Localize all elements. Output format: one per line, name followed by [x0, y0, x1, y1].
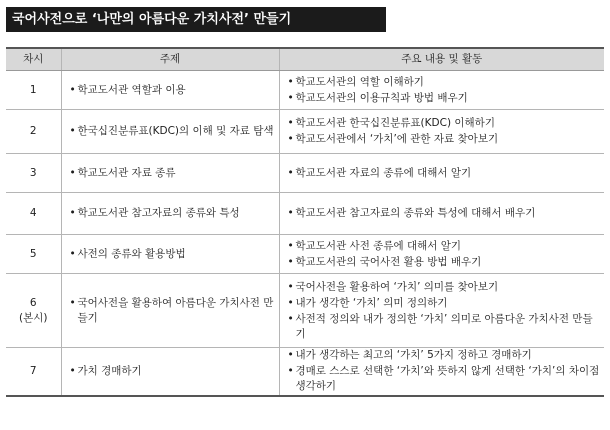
topic-text: 학교도서관 참고자료의 종류와 특성	[77, 207, 240, 219]
session-cell	[6, 235, 61, 274]
session-cell	[6, 348, 61, 396]
header-session: 차시	[6, 48, 61, 71]
table-row	[6, 71, 604, 110]
bullet-icon: •	[287, 166, 294, 179]
activity-text: 학교도서관 참고자료의 종류와 특성에 대해서 배우기	[295, 207, 536, 219]
bullet-item	[70, 296, 275, 326]
session-number: 5	[29, 247, 37, 260]
bullet-item	[70, 364, 275, 379]
bullet-item	[288, 166, 601, 181]
bullet-icon: •	[287, 75, 294, 88]
activity-text: 사전적 정의와 내가 정의한 ‘가치’ 의미로 아름다운 가치사전 만들기	[295, 312, 593, 340]
session-cell	[6, 274, 61, 348]
topic-text: 한국십진분류표(KDC)의 이해 및 자료 탐색	[77, 125, 274, 137]
bullet-item	[288, 206, 601, 221]
topic-text: 가치 경매하기	[77, 364, 142, 377]
bullet-item	[288, 132, 601, 147]
topic-text: 사전의 종류와 활용방법	[77, 247, 186, 260]
activity-text: 학교도서관 한국십진분류표(KDC) 이해하기	[295, 117, 495, 129]
topic-cell	[61, 274, 279, 348]
bullet-item	[288, 296, 601, 311]
session-cell	[6, 154, 61, 193]
activities-cell	[279, 71, 604, 110]
session-number: 7	[29, 364, 37, 377]
topic-cell	[61, 154, 279, 193]
activity-text: 학교도서관의 이용규칙과 방법 배우기	[295, 91, 468, 104]
session-number: 6	[29, 296, 37, 309]
bullet-item	[288, 75, 601, 90]
activity-text: 학교도서관의 국어사전 활용 방법 배우기	[295, 255, 482, 268]
bullet-item	[288, 239, 601, 254]
bullet-icon: •	[69, 296, 76, 309]
bullet-item	[288, 364, 601, 394]
session-number: 1	[29, 83, 37, 96]
activity-text: 경매로 스스로 선택한 ‘가치’와 뜻하지 않게 선택한 ‘가치’의 차이점 생각하기	[295, 365, 600, 393]
bullet-icon: •	[287, 280, 294, 293]
bullet-icon: •	[287, 365, 294, 378]
topic-cell	[61, 193, 279, 235]
table-row	[6, 235, 604, 274]
bullet-icon: •	[69, 125, 76, 137]
session-cell	[6, 71, 61, 110]
topic-cell	[61, 110, 279, 154]
activities-cell	[279, 274, 604, 348]
bullet-icon: •	[69, 166, 76, 179]
table-row	[6, 154, 604, 193]
topic-cell	[61, 235, 279, 274]
bullet-icon: •	[287, 349, 294, 362]
bullet-item	[288, 116, 601, 131]
topic-cell	[61, 348, 279, 396]
table-row	[6, 193, 604, 235]
topic-text: 학교도서관 자료 종류	[77, 166, 176, 179]
topic-cell	[61, 71, 279, 110]
bullet-item	[288, 312, 601, 342]
activities-cell	[279, 110, 604, 154]
topic-text: 국어사전을 활용하여 아름다운 가치사전 만들기	[77, 296, 274, 324]
bullet-icon: •	[287, 91, 294, 104]
table-header-row	[6, 48, 604, 71]
bullet-item	[70, 166, 275, 181]
bullet-icon: •	[69, 83, 76, 96]
activity-text: 학교도서관 사전 종류에 대해서 알기	[295, 239, 461, 252]
bullet-icon: •	[287, 255, 294, 268]
bullet-icon: •	[287, 312, 294, 325]
activity-text: 학교도서관에서 ‘가치’에 관한 자료 찾아보기	[295, 133, 499, 145]
bullet-icon: •	[287, 133, 294, 145]
bullet-icon: •	[287, 117, 294, 129]
bullet-item	[288, 280, 601, 295]
bullet-icon: •	[287, 207, 294, 219]
lesson-plan-table	[6, 47, 604, 397]
table-row	[6, 274, 604, 348]
topic-text: 학교도서관 역할과 이용	[77, 83, 186, 96]
bullet-icon: •	[287, 239, 294, 252]
activities-cell	[279, 193, 604, 235]
bullet-icon: •	[69, 207, 76, 219]
bullet-icon: •	[69, 247, 76, 260]
session-cell	[6, 110, 61, 154]
table-row	[6, 110, 604, 154]
activities-cell	[279, 348, 604, 396]
header-activities: 주요 내용 및 활동	[279, 48, 604, 71]
bullet-item	[288, 255, 601, 270]
activity-text: 내가 생각한 ‘가치’ 의미 정의하기	[295, 296, 448, 309]
activities-cell	[279, 154, 604, 193]
table-row	[6, 348, 604, 396]
session-cell	[6, 193, 61, 235]
bullet-icon: •	[69, 364, 76, 377]
bullet-item	[288, 348, 601, 363]
session-number: (본시)	[19, 311, 48, 324]
activities-cell	[279, 235, 604, 274]
page-title: 국어사전으로 ‘나만의 아름다운 가치사전’ 만들기	[6, 7, 386, 32]
activity-text: 국어사전을 활용하여 ‘가치’ 의미를 찾아보기	[295, 280, 499, 293]
activity-text: 학교도서관의 역할 이해하기	[295, 75, 424, 88]
bullet-item	[288, 91, 601, 106]
bullet-item	[70, 124, 275, 139]
session-number: 4	[29, 207, 37, 219]
bullet-item	[70, 247, 275, 262]
activity-text: 내가 생각하는 최고의 ‘가치’ 5가지 정하고 경매하기	[295, 349, 532, 362]
session-number: 2	[29, 125, 37, 137]
session-number: 3	[29, 166, 37, 179]
bullet-icon: •	[287, 296, 294, 309]
activity-text: 학교도서관 자료의 종류에 대해서 알기	[295, 166, 472, 179]
bullet-item	[70, 83, 275, 98]
bullet-item	[70, 206, 275, 221]
header-topic: 주제	[61, 48, 279, 71]
